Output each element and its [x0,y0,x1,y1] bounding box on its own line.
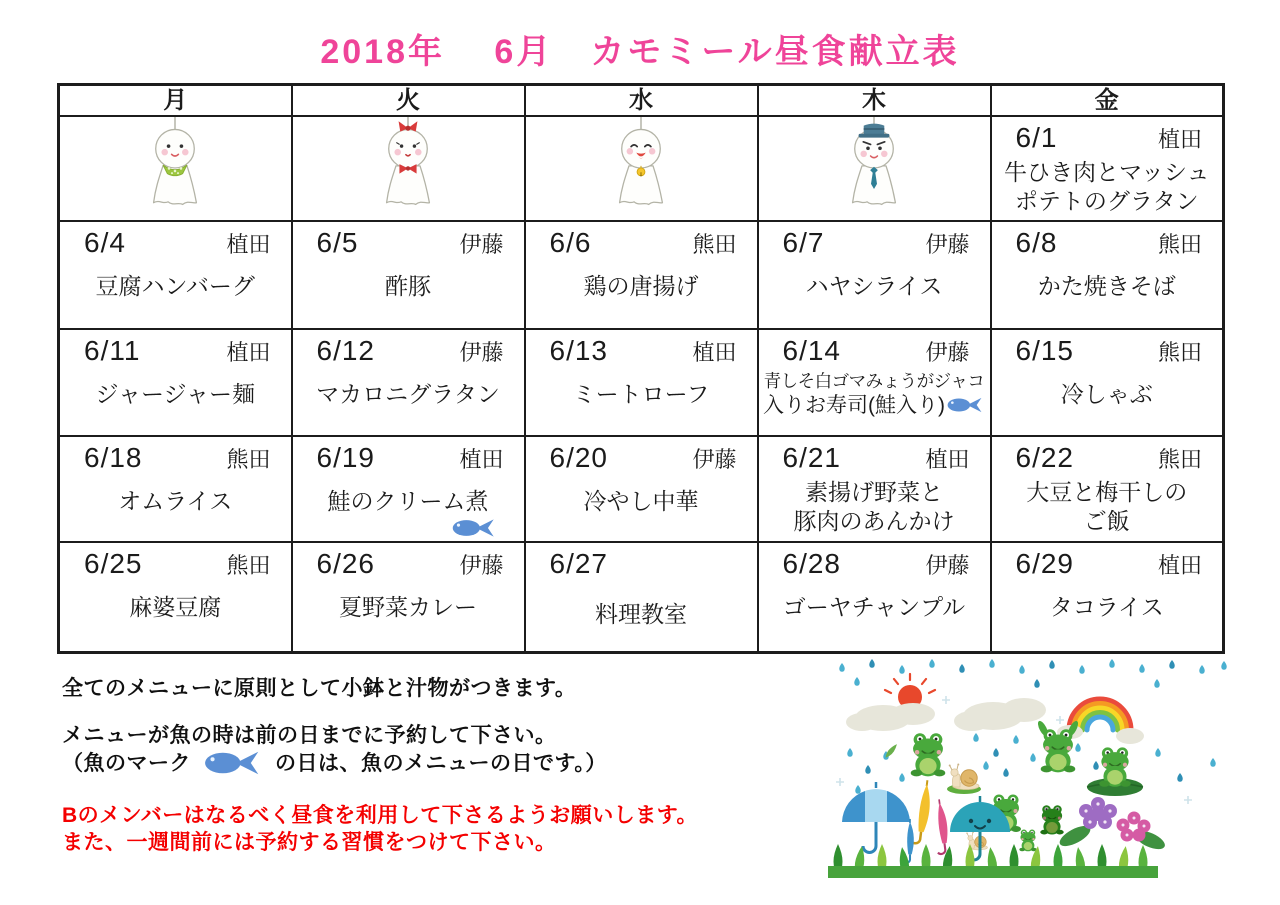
weekday-thursday: 木 [758,85,991,117]
menu-cell-0629 [991,542,1224,652]
cell-date: 6/20 [549,442,608,473]
menu-cell-0612 [292,329,525,436]
menu-cell-0622 [991,436,1224,542]
menu-cell-0620 [525,436,758,542]
cell-menu: オムライス [118,488,233,514]
teru-teru-bozu-tuesday-icon [367,117,449,213]
weekday-tuesday: 火 [292,85,525,117]
cell-menu: 牛ひき肉とマッシュ ポテトのグラタン [1003,159,1210,214]
umbrella-closed-yellow-icon [911,779,933,844]
rainy-season-illustration [828,658,1233,878]
menu-cell-0625 [59,542,292,652]
cell-date: 6/29 [1015,548,1074,579]
teru-teru-bozu-wednesday-icon [600,117,682,213]
cell-date: 6/8 [1015,227,1058,258]
note-reserve-week-ahead: また、一週間前には予約する習慣をつけて下さい。 [62,831,557,854]
cell-menu: ミートローフ [572,381,710,407]
cell-menu: ハヤシライス [805,273,943,299]
fish-icon [452,517,498,539]
leaf-border [828,844,1158,878]
cell-menu: 夏野菜カレー [339,594,477,620]
menu-cell-0627-cooking-class [525,542,758,652]
cell-staff-name: 伊藤 [459,340,504,365]
cell-staff-name: 植田 [226,232,271,257]
umbrella-closed-pink-icon [932,799,951,855]
cell-date: 6/12 [316,335,375,366]
cell-staff-name: 植田 [459,447,504,472]
cell-menu: かた焼きそば [1037,273,1176,299]
note-side-dishes: 全てのメニューに原則として小鉢と汁物がつきます。 [62,677,577,700]
hydrangea-icon [1057,797,1168,853]
cell-menu: 麻婆豆腐 [129,594,222,620]
menu-cell-0628 [758,542,991,652]
menu-cell-0626 [292,542,525,652]
menu-cell-0606 [525,221,758,329]
cell-date: 6/6 [549,227,592,258]
cell-staff-name: 植田 [692,340,737,365]
cell-staff-name: 熊田 [692,232,737,257]
rainbow-icon [1069,699,1131,730]
cell-menu: 料理教室 [595,601,687,627]
week4-row [59,436,1224,542]
note-b-members: Bのメンバーはなるべく昼食を利用して下さるようお願いします。 [62,804,699,827]
week3-row [59,329,1224,436]
snail-on-leaf-icon [947,764,981,795]
cell-staff-name: 熊田 [1157,232,1202,257]
menu-cell-0604 [59,221,292,329]
frog-tiny-icon [1019,830,1036,852]
cell-date: 6/11 [84,335,141,366]
cell-menu: ゴーヤチャンプル [782,594,966,620]
cell-date: 6/4 [84,227,126,258]
note-fish-mark: （魚のマーク の日は、魚のメニューの日です。） [62,747,607,777]
cell-menu: 酢豚 [385,273,431,299]
teru-teru-bozu-thursday-icon [833,117,915,213]
cell-menu: 冷しゃぶ [1060,381,1153,407]
doll-cell-thursday [758,116,991,221]
menu-cell-0613 [525,329,758,436]
menu-cell-0618 [59,436,292,542]
frog-jumping-icon [1036,719,1080,772]
doll-cell-wednesday [525,116,758,221]
umbrella-striped-icon [842,782,910,853]
doll-cell-tuesday [292,116,525,221]
cell-date: 6/7 [782,227,825,258]
cell-menu: ジャージャー麺 [95,381,256,407]
cell-staff-name: 熊田 [1157,340,1202,365]
menu-cell-0621 [758,436,991,542]
cell-staff-name: 熊田 [1157,447,1202,472]
weekday-monday: 月 [59,85,292,117]
cell-menu: 鶏の唐揚げ [583,273,699,299]
cell-date: 6/5 [316,227,359,258]
cell-menu: 豆腐ハンバーグ [95,273,255,299]
cell-date: 6/27 [549,548,608,579]
cell-menu: 冷やし中華 [583,488,699,514]
menu-cell-0615 [991,329,1224,436]
fish-icon [201,749,267,777]
cell-date: 6/18 [84,442,143,473]
doll-cell-monday [59,116,292,221]
note-fish-reservation: メニューが魚の時は前の日までに予約して下さい。 [62,724,557,747]
menu-cell-0614 [758,329,991,436]
week5-row [59,542,1224,652]
cell-date: 6/28 [782,548,841,579]
cell-menu: 素揚げ野菜と 豚肉のあんかけ [793,479,955,534]
menu-cell-0605 [292,221,525,329]
weekday-header-row [59,85,1224,117]
cell-menu: タコライス [1049,594,1164,620]
weekday-wednesday: 水 [525,85,758,117]
cell-date: 6/22 [1015,442,1074,473]
cell-menu: 大豆と梅干しの ご飯 [1026,479,1188,534]
cell-date: 6/13 [549,335,608,366]
cell-staff-name: 伊藤 [925,553,970,578]
cell-date: 6/14 [782,335,841,366]
cell-staff-name: 熊田 [226,553,271,578]
leaf-icon [884,743,899,760]
menu-calendar-table [57,83,1225,654]
cell-staff-name: 伊藤 [459,553,504,578]
cell-date: 6/26 [316,548,375,579]
cell-date: 6/21 [782,442,841,473]
cell-date: 6/25 [84,548,143,579]
cell-staff-name: 伊藤 [692,447,737,472]
cell-date: 6/15 [1015,335,1074,366]
fish-icon [947,396,985,414]
week1-row [59,116,1224,221]
cell-date: 6/19 [316,442,375,473]
cell-staff-name: 伊藤 [925,340,970,365]
cell-staff-name: 植田 [1157,127,1202,152]
week2-row [59,221,1224,329]
cell-staff-name: 熊田 [226,447,271,472]
cell-staff-name: 植田 [226,340,271,365]
cell-staff-name: 植田 [1157,553,1202,578]
cell-menu: 青しそ白ゴマみょうがジャコ 入りお寿司(鮭入り) [763,371,985,417]
cell-menu: 鮭のクリーム煮 [327,488,489,514]
page-title: 2018年 6月 カモミール昼食献立表 [320,33,960,71]
menu-cell-0607 [758,221,991,329]
menu-cell-0611 [59,329,292,436]
cell-staff-name: 伊藤 [459,232,504,257]
weekday-friday: 金 [991,85,1224,117]
frog-on-leaf-icon [1087,747,1143,796]
cell-menu: マカロニグラタン [316,381,500,407]
menu-cell-0601 [991,116,1224,221]
frog-small-dark-icon [1040,805,1063,834]
teru-teru-bozu-monday-icon [134,117,216,213]
cell-staff-name: 植田 [925,447,970,472]
cell-date: 6/1 [1015,122,1058,153]
cell-staff-name: 伊藤 [925,232,970,257]
menu-cell-0619 [292,436,525,542]
menu-cell-0608 [991,221,1224,329]
frog-icon [911,733,946,776]
